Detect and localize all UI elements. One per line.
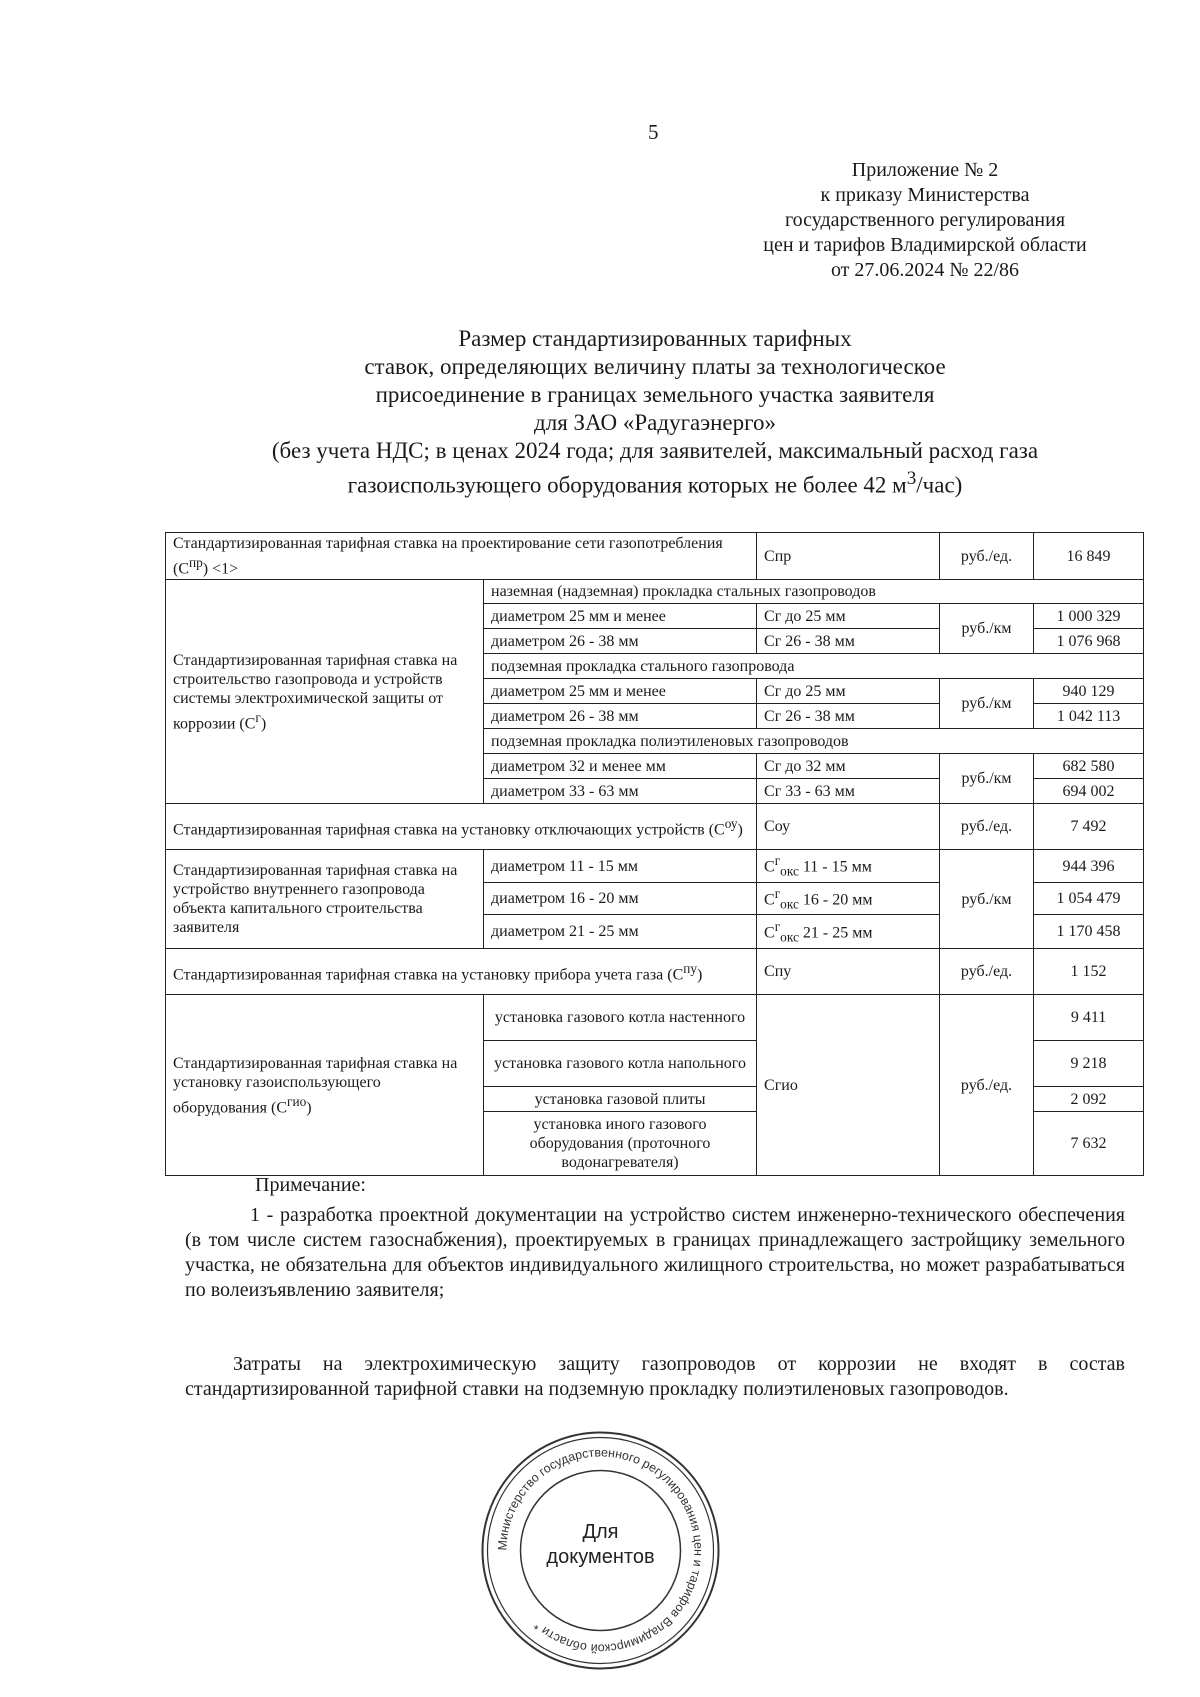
design-value: 16 849 bbox=[1034, 533, 1144, 580]
code-sub: окс bbox=[780, 896, 799, 912]
code-main: С bbox=[764, 858, 775, 876]
value-cell: 694 002 bbox=[1034, 779, 1144, 804]
diameter-cell: диаметром 11 - 15 мм bbox=[484, 850, 757, 883]
value-cell: 1 000 329 bbox=[1034, 604, 1144, 629]
code-cell: Сг до 25 мм bbox=[757, 679, 940, 704]
construction-label-text: Стандартизированная тарифная ставка на строительство газопровода и устройств системы электрохимической защиты от коррозии (С bbox=[173, 651, 458, 732]
value-cell: 1 054 479 bbox=[1034, 882, 1144, 915]
diameter-cell: диаметром 32 и менее мм bbox=[484, 754, 757, 779]
document-title bbox=[160, 325, 1150, 500]
appendix-line: к приказу Министерства bbox=[820, 184, 1030, 206]
equipment-item: установка газовой плиты bbox=[484, 1087, 757, 1112]
diameter-cell: диаметром 25 мм и менее bbox=[484, 679, 757, 704]
equipment-unit: руб./ед. bbox=[940, 995, 1034, 1176]
title-line: Размер стандартизированных тарифных bbox=[458, 326, 852, 351]
design-code: Спр bbox=[757, 533, 940, 580]
unit-cell: руб./км bbox=[940, 754, 1034, 804]
table-row bbox=[166, 949, 1144, 995]
title-line6-sup: 3 bbox=[906, 468, 917, 489]
code-sup: г bbox=[774, 853, 781, 869]
appendix-line: от 27.06.2024 № 22/86 bbox=[830, 259, 1020, 281]
code-tail: 21 - 25 мм bbox=[798, 924, 873, 942]
equipment-label-text: Стандартизированная тарифная ставка на установку газоиспользующего оборудования (С bbox=[173, 1054, 458, 1117]
table-row bbox=[166, 995, 1144, 1041]
unit-cell: руб./км bbox=[940, 604, 1034, 654]
appendix-line: государственного регулирования bbox=[784, 209, 1066, 231]
diameter-cell: диаметром 21 - 25 мм bbox=[484, 915, 757, 949]
value-cell: 940 129 bbox=[1034, 679, 1144, 704]
equipment-label-tail: ) bbox=[306, 1099, 312, 1117]
shutoff-label bbox=[166, 804, 757, 850]
title-line: ставок, определяющих величину платы за технологическое bbox=[364, 354, 946, 379]
meter-label-sup: пу bbox=[683, 961, 698, 977]
internal-label: Стандартизированная тарифная ставка на устройство внутреннего газопровода объекта капитального строительства заявителя bbox=[166, 850, 484, 949]
design-unit: руб./ед. bbox=[940, 533, 1034, 580]
diameter-cell: диаметром 16 - 20 мм bbox=[484, 882, 757, 915]
code-cell bbox=[757, 915, 940, 949]
notes-title: Примечание: bbox=[255, 1174, 366, 1196]
code-cell: Сг до 25 мм bbox=[757, 604, 940, 629]
code-cell: Сг 26 - 38 мм bbox=[757, 704, 940, 729]
code-cell: Сг 33 - 63 мм bbox=[757, 779, 940, 804]
design-label-text: Стандартизированная тарифная ставка на проектирование сети газопотребления (С bbox=[173, 535, 723, 578]
design-label-sup: пр bbox=[189, 555, 203, 570]
title-line: (без учета НДС; в ценах 2024 года; для заявителей, максимальный расход газа bbox=[271, 438, 1039, 463]
stamp-ring-textpath: Министерство государственного регулирования цен и тарифов Владимирской области * bbox=[495, 1445, 706, 1656]
code-sub: окс bbox=[780, 929, 799, 945]
value-cell: 682 580 bbox=[1034, 754, 1144, 779]
shutoff-value: 7 492 bbox=[1034, 804, 1144, 850]
diameter-cell: диаметром 25 мм и менее bbox=[484, 604, 757, 629]
title-line6-tail: /час) bbox=[916, 472, 963, 498]
unit-cell: руб./км bbox=[940, 850, 1034, 949]
value-cell: 1 170 458 bbox=[1034, 915, 1144, 949]
table-row bbox=[166, 850, 1144, 883]
diameter-cell: диаметром 26 - 38 мм bbox=[484, 629, 757, 654]
equipment-label-sup: гио bbox=[287, 1093, 307, 1109]
shutoff-label-text: Стандартизированная тарифная ставка на установку отключающих устройств (С bbox=[173, 821, 725, 839]
tariff-table bbox=[165, 532, 1144, 1176]
code-sup: г bbox=[774, 919, 781, 935]
note-paragraph-2: Затраты на электрохимическую защиту газопроводов от коррозии не входят в состав стандартизированной тарифной ставки на подземную прокладку полиэтиленовых газопроводов. bbox=[185, 1353, 1125, 1400]
code-sub: окс bbox=[780, 863, 799, 879]
stamp-line: документов bbox=[546, 1546, 655, 1568]
stamp-line: Для bbox=[582, 1521, 619, 1543]
equipment-label bbox=[166, 995, 484, 1176]
table-row bbox=[166, 533, 1144, 580]
unit-cell: руб./км bbox=[940, 679, 1034, 729]
construction-label-tail: ) bbox=[260, 714, 267, 732]
group-header: наземная (надземная) прокладка стальных газопроводов bbox=[484, 580, 1144, 604]
title-line: для ЗАО «Радугаэнерго» bbox=[534, 410, 776, 435]
note-paragraph-1: 1 - разработка проектной документации на устройство систем инженерно-технического обеспечения (в том числе систем газоснабжения), проектируемых в границах принадлежащего застройщику земельного участка, не обязательна для объектов индивидуального жилищного строительства, но может разрабатываться по волеизъявлению заявителя; bbox=[185, 1204, 1125, 1301]
meter-unit: руб./ед. bbox=[940, 949, 1034, 995]
diameter-cell: диаметром 26 - 38 мм bbox=[484, 704, 757, 729]
meter-value: 1 152 bbox=[1034, 949, 1144, 995]
code-sup: г bbox=[774, 885, 781, 901]
equipment-item: установка газового котла настенного bbox=[484, 995, 757, 1041]
code-main: С bbox=[764, 891, 775, 909]
construction-label-sup: г bbox=[255, 709, 261, 725]
group-header: подземная прокладка стального газопровода bbox=[484, 654, 1144, 679]
appendix-line: Приложение № 2 bbox=[851, 159, 999, 181]
value-cell: 944 396 bbox=[1034, 850, 1144, 883]
shutoff-label-sup: оу bbox=[724, 816, 738, 832]
code-cell bbox=[757, 882, 940, 915]
value-cell: 9 218 bbox=[1034, 1041, 1144, 1087]
code-main: С bbox=[764, 924, 775, 942]
meter-label-text: Стандартизированная тарифная ставка на установку прибора учета газа (С bbox=[173, 966, 684, 984]
value-cell: 7 632 bbox=[1034, 1112, 1144, 1176]
code-tail: 16 - 20 мм bbox=[798, 891, 873, 909]
equipment-item: установка газового котла напольного bbox=[484, 1041, 757, 1087]
appendix-header bbox=[690, 158, 1160, 283]
value-cell: 1 076 968 bbox=[1034, 629, 1144, 654]
equipment-code: Сгио bbox=[757, 995, 940, 1176]
title-line6-text: газоиспользующего оборудования которых не более 42 м bbox=[347, 472, 907, 498]
design-label bbox=[166, 533, 757, 580]
value-cell: 2 092 bbox=[1034, 1087, 1144, 1112]
shutoff-unit: руб./ед. bbox=[940, 804, 1034, 850]
official-stamp bbox=[478, 1428, 723, 1673]
stamp-center-text bbox=[478, 1520, 723, 1570]
meter-code: Спу bbox=[757, 949, 940, 995]
code-cell bbox=[757, 850, 940, 883]
equipment-item: установка иного газового оборудования (проточного водонагревателя) bbox=[484, 1112, 757, 1176]
table-row bbox=[166, 580, 1144, 604]
page-number: 5 bbox=[648, 120, 659, 144]
diameter-cell: диаметром 33 - 63 мм bbox=[484, 779, 757, 804]
title-line: присоединение в границах земельного участка заявителя bbox=[375, 382, 935, 407]
value-cell: 1 042 113 bbox=[1034, 704, 1144, 729]
group-header: подземная прокладка полиэтиленовых газопроводов bbox=[484, 729, 1144, 754]
code-cell: Сг 26 - 38 мм bbox=[757, 629, 940, 654]
meter-label bbox=[166, 949, 757, 995]
appendix-line: цен и тарифов Владимирской области bbox=[763, 234, 1087, 256]
value-cell: 9 411 bbox=[1034, 995, 1144, 1041]
table-row bbox=[166, 804, 1144, 850]
shutoff-label-tail: ) bbox=[737, 821, 743, 839]
design-label-tail: ) <1> bbox=[202, 560, 239, 578]
shutoff-code: Соу bbox=[757, 804, 940, 850]
code-cell: Сг до 32 мм bbox=[757, 754, 940, 779]
title-line bbox=[160, 465, 1150, 500]
construction-label bbox=[166, 580, 484, 804]
code-tail: 11 - 15 мм bbox=[798, 858, 872, 876]
meter-label-tail: ) bbox=[697, 966, 703, 984]
